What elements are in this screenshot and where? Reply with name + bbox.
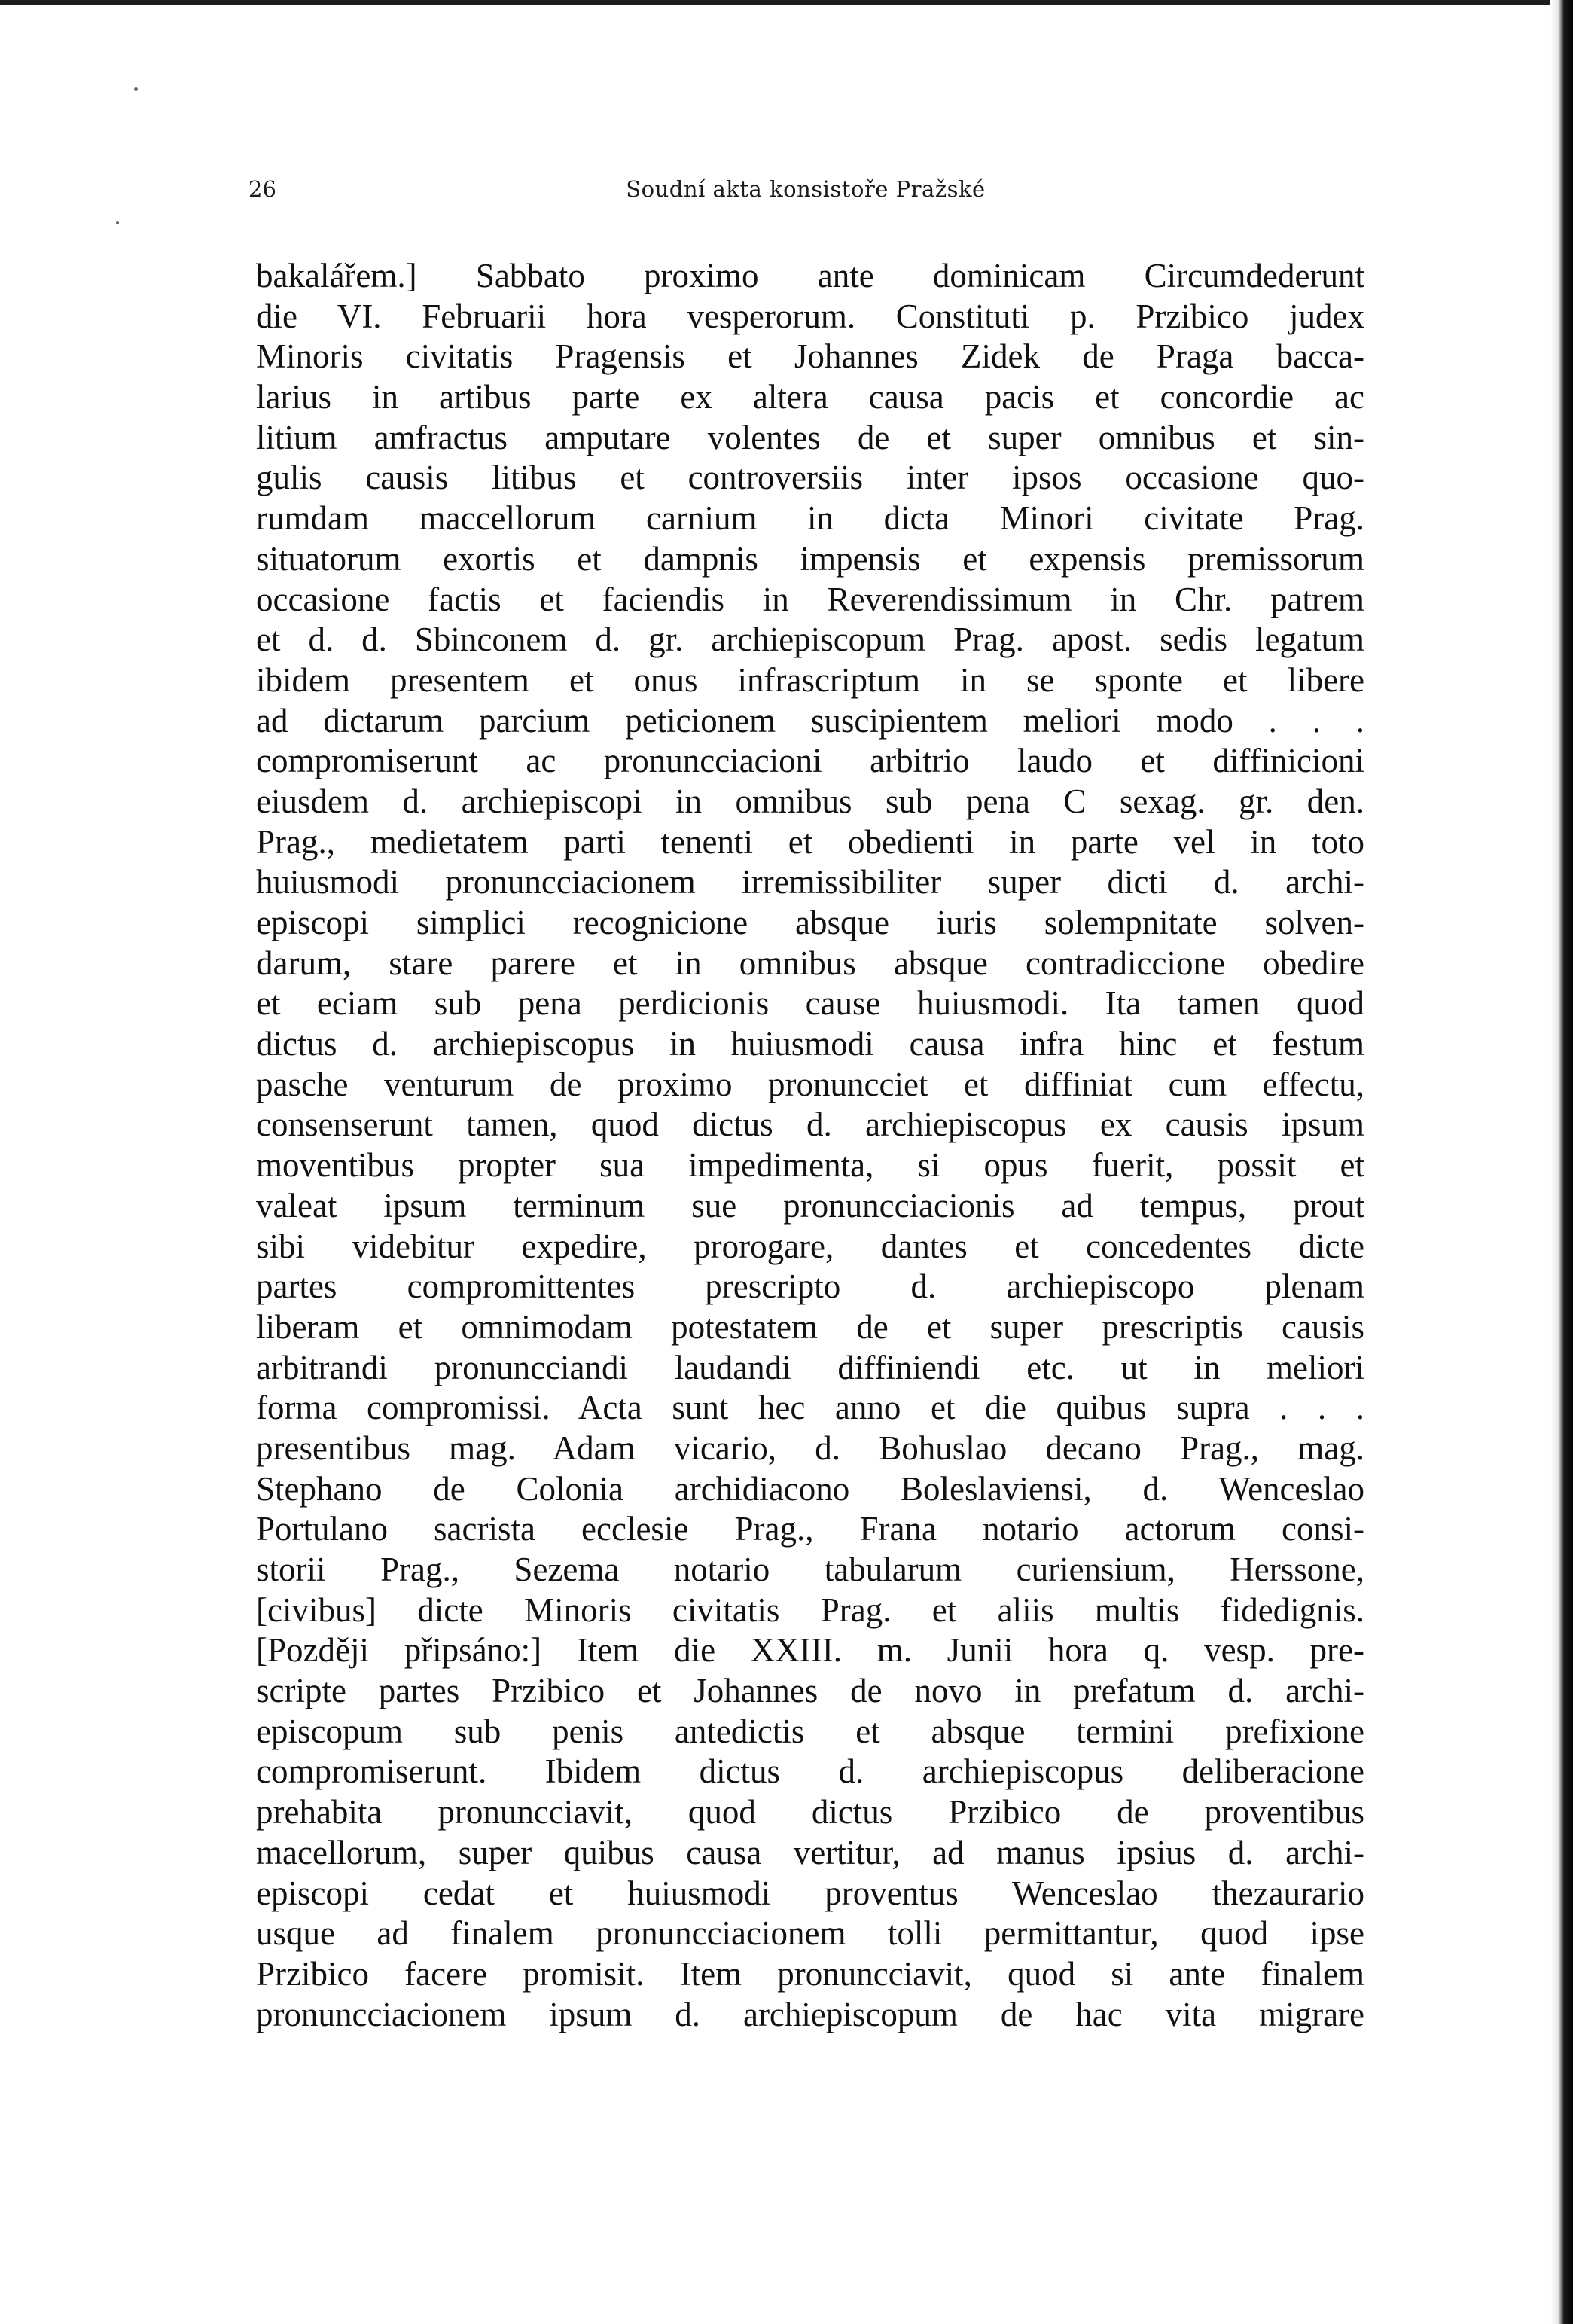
text-line: valeat ipsum terminum sue pronuncciacionis ad tempus, prout (256, 1186, 1364, 1225)
text-line: sibi videbitur expedire, prorogare, dantes et concedentes dicte (256, 1227, 1364, 1265)
text-line: darum, stare parere et in omnibus absque contradiccione obedire (256, 944, 1364, 982)
text-line: gulis causis litibus et controversiis inter ipsos occasione quo- (256, 459, 1364, 497)
text-line: dictus d. archiepiscopus in huiusmodi causa infra hinc et festum (256, 1025, 1364, 1063)
text-line: partes compromittentes prescripto d. archiepiscopo plenam (256, 1267, 1364, 1306)
text-line: ibidem presentem et onus infrascriptum in se sponte et libere (256, 660, 1364, 699)
text-line: [civibus] dicte Minoris civitatis Prag. et aliis multis fidedignis. (256, 1591, 1364, 1629)
text-line: liberam et omnimodam potestatem de et super prescriptis causis (256, 1307, 1364, 1346)
text-line: prehabita pronuncciavit, quod dictus Przibico de proventibus (256, 1793, 1364, 1831)
text-line: litium amfractus amputare volentes de et super omnibus et sin- (256, 418, 1364, 456)
text-line: forma compromissi. Acta sunt hec anno et die quibus supra . . . (256, 1389, 1364, 1427)
text-line: ad dictarum parcium peticionem suscipientem meliori modo . . . (256, 701, 1364, 740)
running-title: Soudní akta konsistoře Pražské (626, 176, 986, 202)
scan-speck (116, 221, 119, 224)
text-line: rumdam maccellorum carnium in dicta Minori civitate Prag. (256, 499, 1364, 538)
text-line: Minoris civitatis Pragensis et Johannes Zidek de Praga bacca- (256, 337, 1364, 376)
text-line: Przibico facere promisit. Item pronuncciavit, quod si ante finalem (256, 1954, 1364, 1993)
text-line: die VI. Februarii hora vesperorum. Constituti p. Przibico judex (256, 297, 1364, 335)
text-line: compromiserunt. Ibidem dictus d. archiepiscopus deliberacione (256, 1752, 1364, 1791)
body-text (256, 256, 1364, 2035)
text-line: Portulano sacrista ecclesie Prag., Frana notario actorum consi- (256, 1510, 1364, 1548)
text-line: bakalářem.] Sabbato proximo ante dominicam Circumdederunt (256, 257, 1364, 294)
text-line: Prag., medietatem parti tenenti et obedienti in parte vel in toto (256, 822, 1364, 861)
text-line: situatorum exortis et dampnis impensis et expensis premissorum (256, 539, 1364, 578)
text-line: compromiserunt ac pronuncciacioni arbitrio laudo et diffinicioni (256, 742, 1364, 780)
text-line: pasche venturum de proximo pronuncciet et diffiniat cum effectu, (256, 1065, 1364, 1103)
text-line: pronuncciacionem ipsum d. archiepiscopum de hac vita migrare (256, 1995, 1364, 2033)
text-line: storii Prag., Sezema notario tabularum curiensium, Herssone, (256, 1551, 1364, 1588)
text-line: presentibus mag. Adam vicario, d. Bohuslao decano Prag., mag. (256, 1429, 1364, 1467)
text-line: scripte partes Przibico et Johannes de novo in prefatum d. archi- (256, 1672, 1364, 1710)
scan-right-edge (1550, 0, 1573, 2324)
text-line: episcopi simplici recognicione absque iuris solempnitate solven- (256, 904, 1364, 941)
text-line: [Později připsáno:] Item die XXIII. m. Junii hora q. vesp. pre- (256, 1631, 1364, 1670)
text-line: et d. d. Sbinconem d. gr. archiepiscopum Prag. apost. sedis legatum (256, 621, 1364, 659)
page-header (248, 176, 1363, 206)
text-line: occasione factis et faciendis in Reverendissimum in Chr. patrem (256, 580, 1364, 618)
text-line: episcopi cedat et huiusmodi proventus Wenceslao thezaurario (256, 1874, 1364, 1912)
text-line: usque ad finalem pronuncciacionem tolli permittantur, quod ipse (256, 1914, 1364, 1953)
text-line: consenserunt tamen, quod dictus d. archiepiscopus ex causis ipsum (256, 1106, 1364, 1144)
scan-speck (134, 87, 138, 91)
page-number: 26 (248, 176, 276, 202)
text-line: eiusdem d. archiepiscopi in omnibus sub pena C sexag. gr. den. (256, 782, 1364, 820)
text-line: macellorum, super quibus causa vertitur, ad manus ipsius d. archi- (256, 1833, 1364, 1871)
text-line: et eciam sub pena perdicionis cause huiusmodi. Ita tamen quod (256, 984, 1364, 1023)
text-line: episcopum sub penis antedictis et absque termini prefixione (256, 1712, 1364, 1750)
text-line: Stephano de Colonia archidiacono Boleslaviensi, d. Wenceslao (256, 1469, 1364, 1508)
text-line: arbitrandi pronuncciandi laudandi diffiniendi etc. ut in meliori (256, 1348, 1364, 1386)
scan-top-edge (0, 0, 1573, 5)
text-line: huiusmodi pronuncciacionem irremissibiliter super dicti d. archi- (256, 863, 1364, 901)
text-line: larius in artibus parte ex altera causa pacis et concordie ac (256, 378, 1364, 416)
text-line: moventibus propter sua impedimenta, si opus fuerit, possit et (256, 1146, 1364, 1185)
